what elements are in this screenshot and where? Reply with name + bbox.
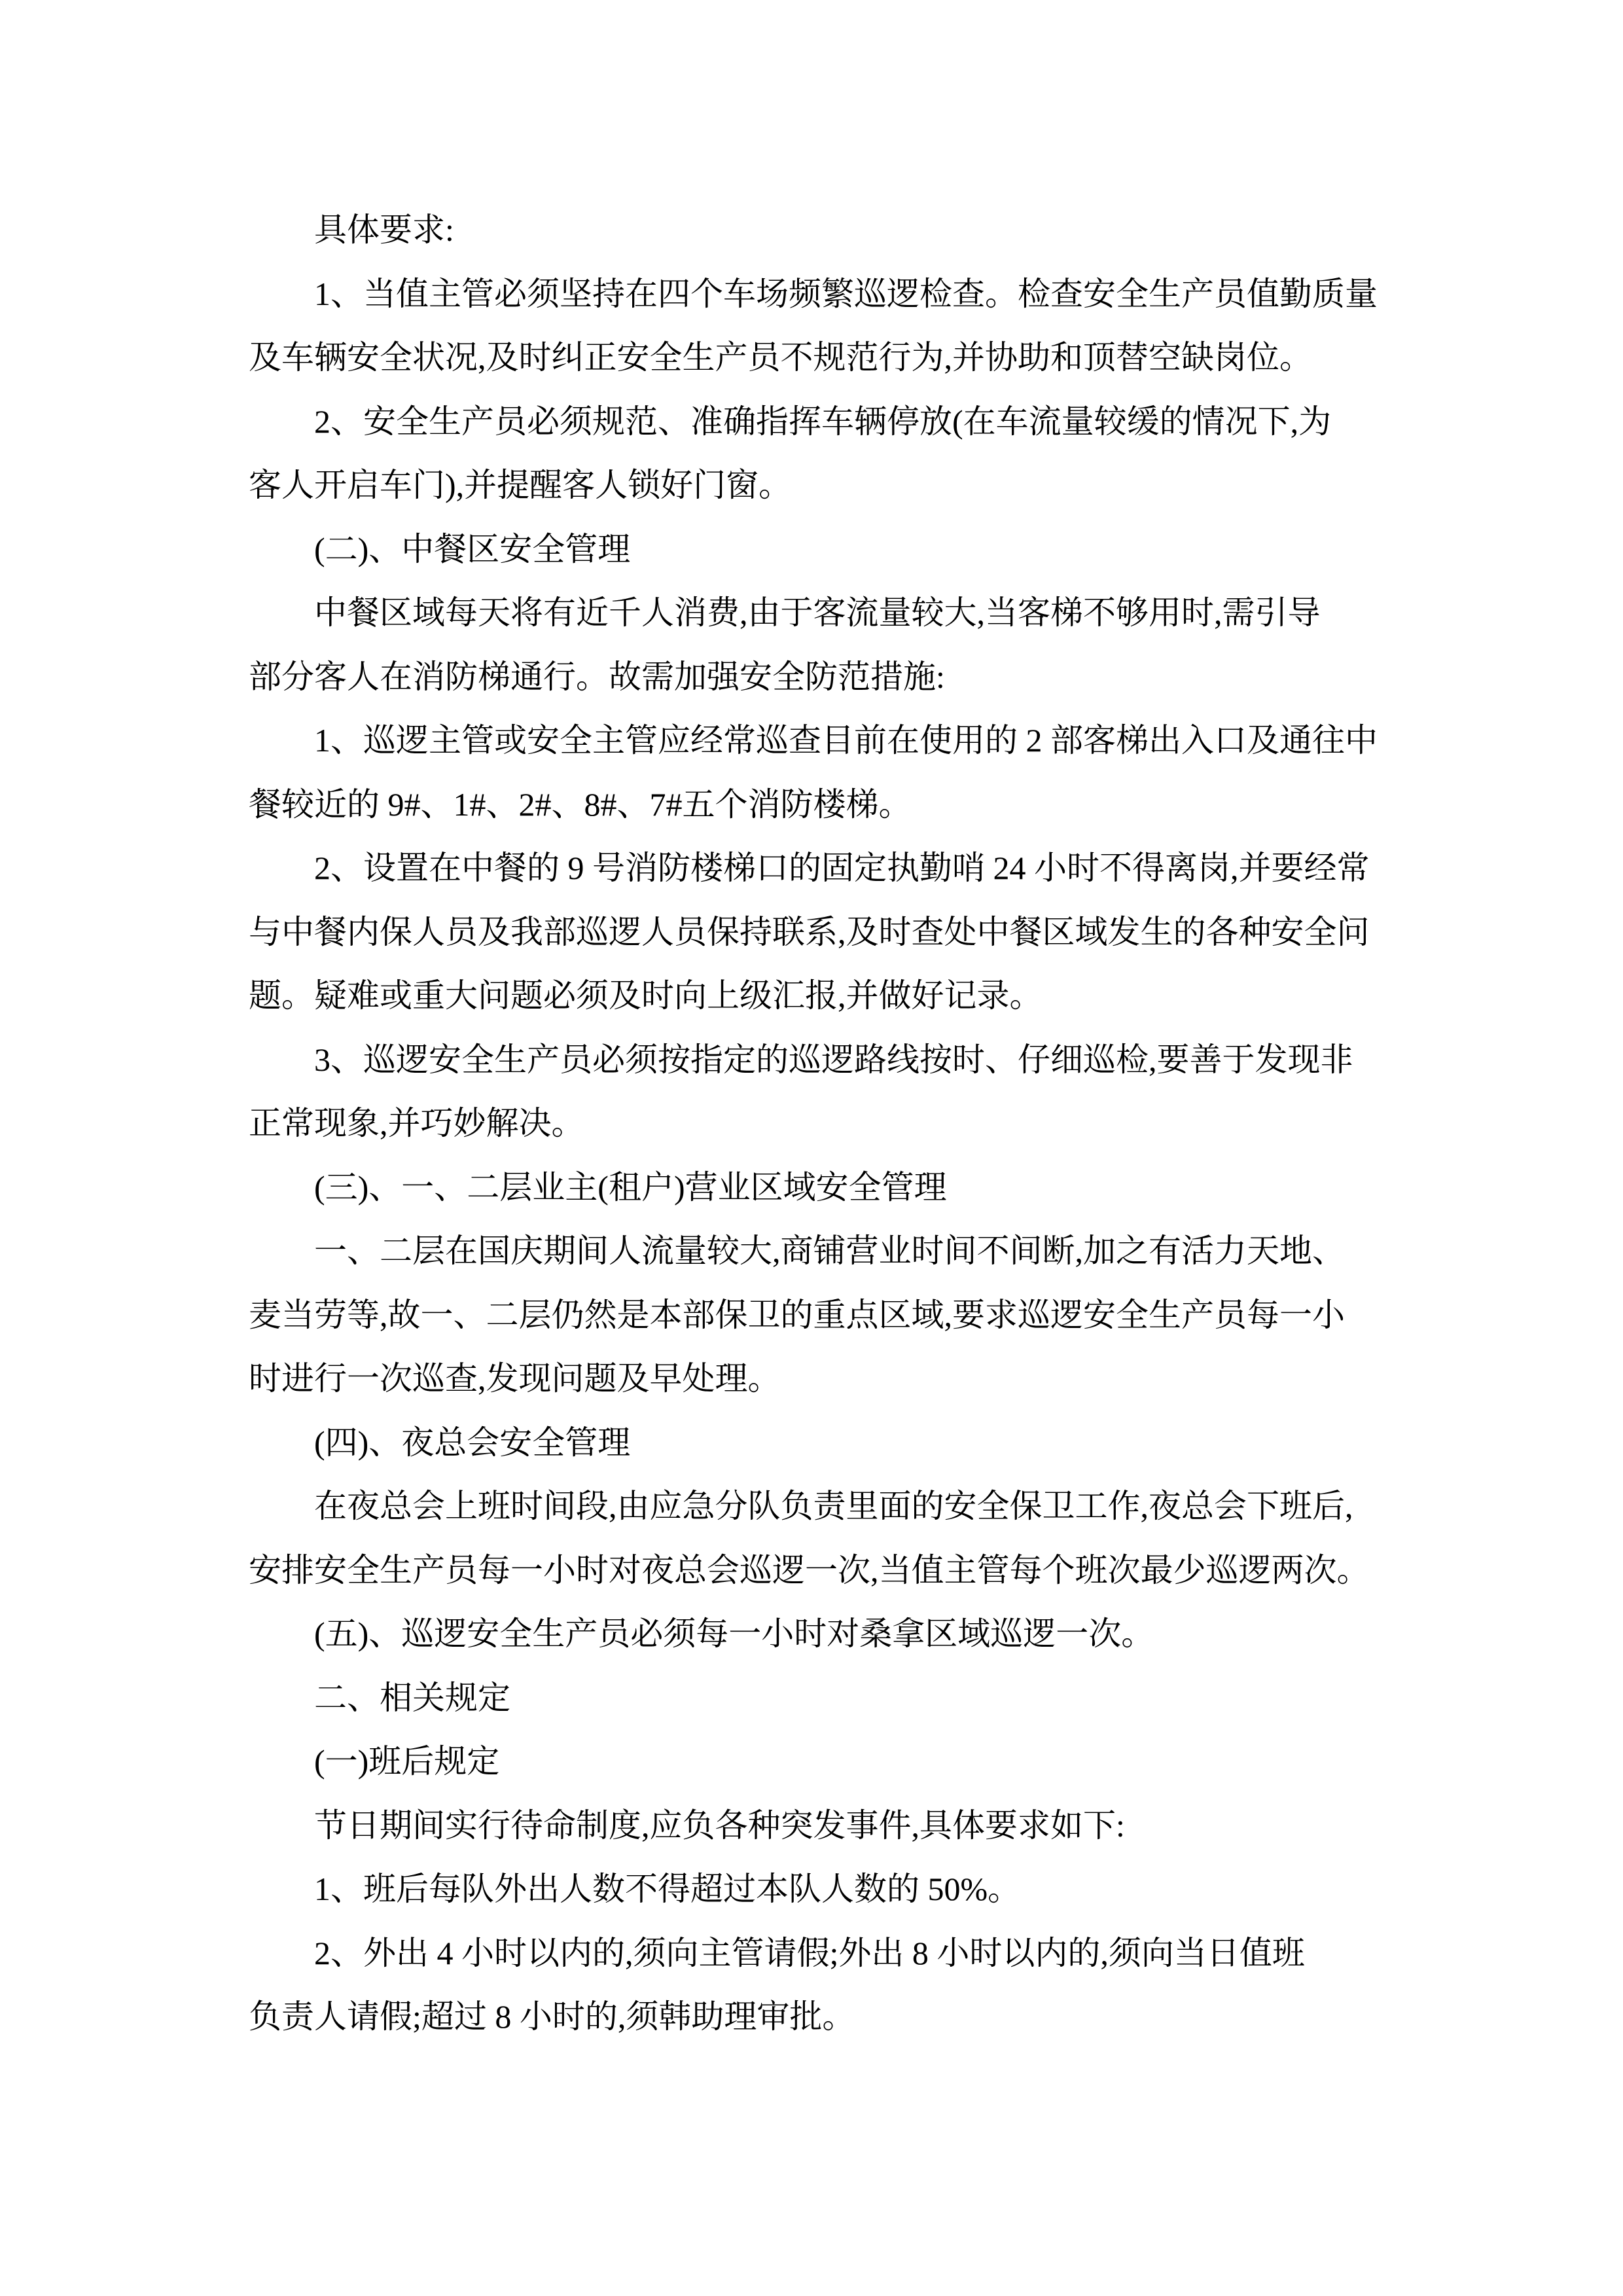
- text-line: 1、巡逻主管或安全主管应经常巡查目前在使用的 2 部客梯出入口及通往中: [314, 722, 1378, 759]
- text-line: 客人开启车门),并提醒客人锁好门窗。: [249, 467, 792, 503]
- document-body: [249, 198, 1427, 2049]
- text-line: 节日期间实行待命制度,应负各种突发事件,具体要求如下:: [314, 1806, 1125, 1844]
- text-line: 2、安全生产员必须规范、准确指挥车辆停放(在车流量较缓的情况下,为: [314, 403, 1332, 440]
- text-line: 与中餐内保人员及我部巡逻人员保持联系,及时查处中餐区域发生的各种安全问: [249, 913, 1370, 950]
- text-line: 2、设置在中餐的 9 号消防楼梯口的固定执勤哨 24 小时不得离岗,并要经常: [314, 850, 1370, 886]
- text-line: 二、相关规定: [314, 1679, 510, 1716]
- text-line: 负责人请假;超过 8 小时的,须韩助理审批。: [249, 1998, 855, 2035]
- text-line: 题。疑难或重大问题必须及时向上级汇报,并做好记录。: [249, 977, 1043, 1014]
- text-line: 一、二层在国庆期间人流量较大,商铺营业时间不间断,加之有活力天地、: [314, 1232, 1345, 1269]
- text-line: 具体要求:: [314, 211, 454, 248]
- text-line: (一)班后规定: [314, 1743, 500, 1780]
- text-line: 及车辆安全状况,及时纠正安全生产员不规范行为,并协助和顶替空缺岗位。: [249, 339, 1312, 376]
- text-line: 时进行一次巡查,发现问题及早处理。: [249, 1360, 781, 1397]
- text-line: 餐较近的 9#、1#、2#、8#、7#五个消防楼梯。: [249, 785, 912, 823]
- text-line: 麦当劳等,故一、二层仍然是本部保卫的重点区域,要求巡逻安全生产员每一小: [249, 1296, 1345, 1333]
- text-line: 1、班后每队外出人数不得超过本队人数的 50%。: [314, 1871, 1021, 1907]
- text-line: (五)、巡逻安全生产员必须每一小时对桑拿区域巡逻一次。: [314, 1615, 1154, 1652]
- text-line: (三)、一、二层业主(租户)营业区域安全管理: [314, 1168, 947, 1206]
- text-line: 安排安全生产员每一小时对夜总会巡逻一次,当值主管每个班次最少巡逻两次。: [249, 1551, 1370, 1588]
- text-line: 部分客人在消防梯通行。故需加强安全防范措施:: [249, 658, 945, 695]
- text-line: 2、外出 4 小时以内的,须向主管请假;外出 8 小时以内的,须向当日值班: [314, 1934, 1305, 1971]
- text-line: 1、当值主管必须坚持在四个车场频繁巡逻检查。检查安全生产员值勤质量: [314, 275, 1378, 312]
- text-line: (二)、中餐区安全管理: [314, 530, 631, 567]
- text-line: 3、巡逻安全生产员必须按指定的巡逻路线按时、仔细巡检,要善于发现非: [314, 1041, 1353, 1078]
- text-line: 在夜总会上班时间段,由应急分队负责里面的安全保卫工作,夜总会下班后,: [314, 1488, 1353, 1524]
- text-line: 正常现象,并巧妙解决。: [249, 1105, 584, 1141]
- text-line: (四)、夜总会安全管理: [314, 1424, 631, 1461]
- text-line: 中餐区域每天将有近千人消费,由于客流量较大,当客梯不够用时,需引导: [314, 594, 1321, 631]
